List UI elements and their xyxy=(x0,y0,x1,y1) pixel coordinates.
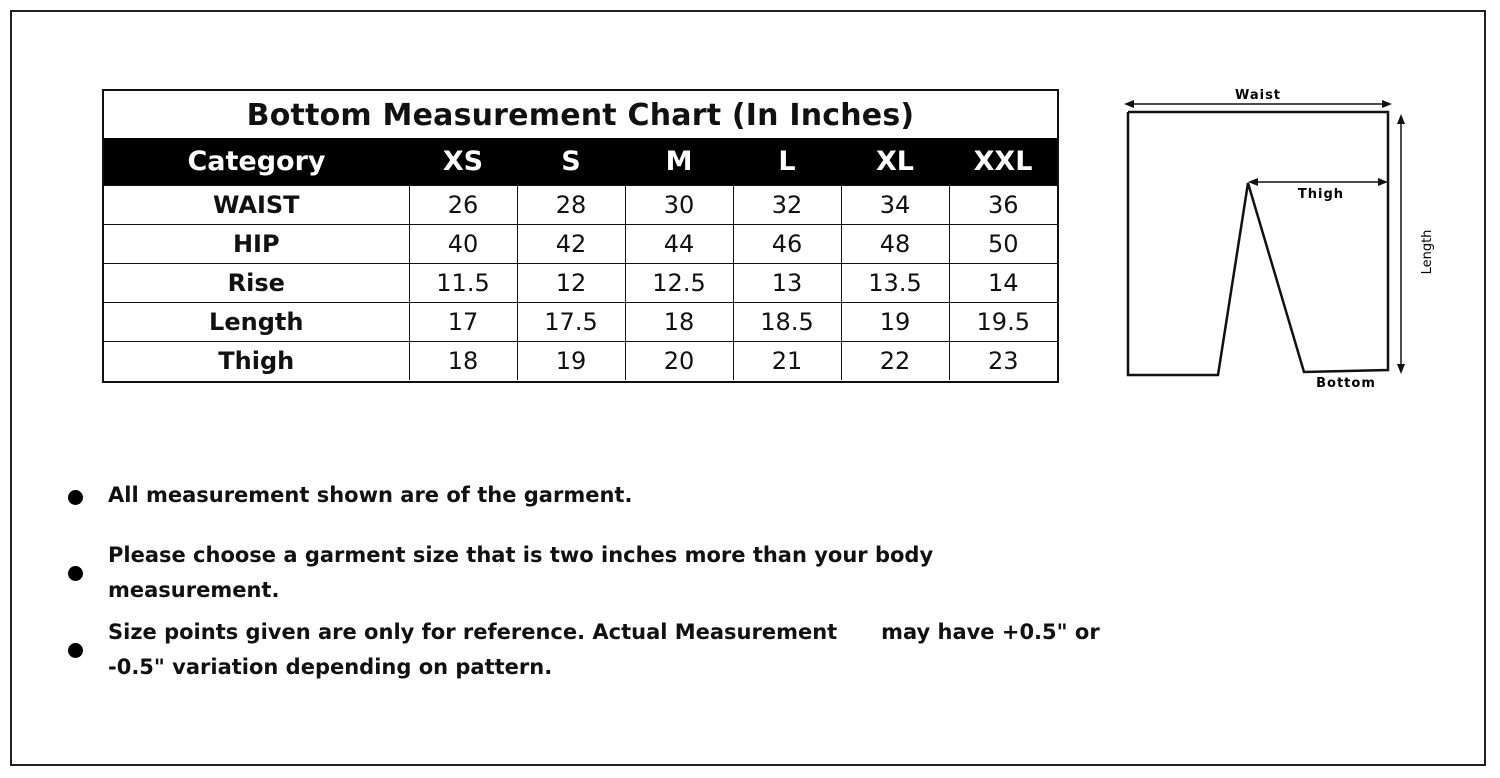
table-cell: 46 xyxy=(733,225,841,264)
table-cell: 19 xyxy=(841,303,949,342)
table-cell: 20 xyxy=(625,342,733,381)
table-cell: 13.5 xyxy=(841,264,949,303)
table-cell: 19 xyxy=(517,342,625,381)
table-row xyxy=(104,186,1057,225)
table-row xyxy=(104,303,1057,342)
table-header-row xyxy=(104,138,1057,186)
table-cell: 12 xyxy=(517,264,625,303)
header-category: Category xyxy=(104,138,409,186)
table-cell: 44 xyxy=(625,225,733,264)
row-label: HIP xyxy=(104,225,409,264)
note-text: -0.5" variation depending on pattern. xyxy=(108,655,553,679)
table-cell: 11.5 xyxy=(409,264,517,303)
row-label: Thigh xyxy=(104,342,409,381)
header-m: M xyxy=(625,138,733,186)
waist-label: Waist xyxy=(1234,88,1282,103)
length-arrow xyxy=(1397,114,1405,374)
table-cell: 32 xyxy=(733,186,841,225)
table-cell: 12.5 xyxy=(625,264,733,303)
table-row xyxy=(104,225,1057,264)
table-cell: 13 xyxy=(733,264,841,303)
length-label: Length xyxy=(1420,229,1435,275)
table-cell: 17 xyxy=(409,303,517,342)
table-cell: 34 xyxy=(841,186,949,225)
bullet-icon xyxy=(68,490,83,505)
table-row xyxy=(104,264,1057,303)
header-xl: XL xyxy=(841,138,949,186)
table-cell: 23 xyxy=(949,342,1057,381)
header-s: S xyxy=(517,138,625,186)
table-cell: 21 xyxy=(733,342,841,381)
table-cell: 18 xyxy=(625,303,733,342)
thigh-arrow xyxy=(1248,178,1388,186)
table-cell: 48 xyxy=(841,225,949,264)
measurement-chart xyxy=(102,89,1059,383)
note-text: Please choose a garment size that is two inches more than your body xyxy=(108,543,934,567)
table-cell: 40 xyxy=(409,225,517,264)
table-cell: 36 xyxy=(949,186,1057,225)
table-cell: 28 xyxy=(517,186,625,225)
table-cell: 14 xyxy=(949,264,1057,303)
header-xxl: XXL xyxy=(949,138,1057,186)
chart-title: Bottom Measurement Chart (In Inches) xyxy=(246,98,915,133)
table-row xyxy=(104,342,1057,381)
note-text: measurement. xyxy=(108,578,280,602)
bullet-icon xyxy=(68,643,83,658)
table-cell: 22 xyxy=(841,342,949,381)
header-xs: XS xyxy=(409,138,517,186)
pants-diagram xyxy=(1118,86,1448,396)
pants-outline xyxy=(1128,112,1388,375)
table-cell: 42 xyxy=(517,225,625,264)
table-cell: 18.5 xyxy=(733,303,841,342)
row-label: Rise xyxy=(104,264,409,303)
table-cell: 19.5 xyxy=(949,303,1057,342)
note-text: Size points given are only for reference. Actual Measurement may have +0.5" or xyxy=(108,620,1100,644)
table-cell: 30 xyxy=(625,186,733,225)
row-label: Length xyxy=(104,303,409,342)
header-l: L xyxy=(733,138,841,186)
table-cell: 18 xyxy=(409,342,517,381)
thigh-label: Thigh xyxy=(1297,187,1345,202)
table-cell: 17.5 xyxy=(517,303,625,342)
table-cell: 26 xyxy=(409,186,517,225)
table-cell: 50 xyxy=(949,225,1057,264)
note-text: All measurement shown are of the garment. xyxy=(108,483,633,507)
bullet-icon xyxy=(68,566,83,581)
bottom-label: Bottom xyxy=(1316,376,1376,391)
measurement-table xyxy=(104,138,1057,380)
row-label: WAIST xyxy=(104,186,409,225)
